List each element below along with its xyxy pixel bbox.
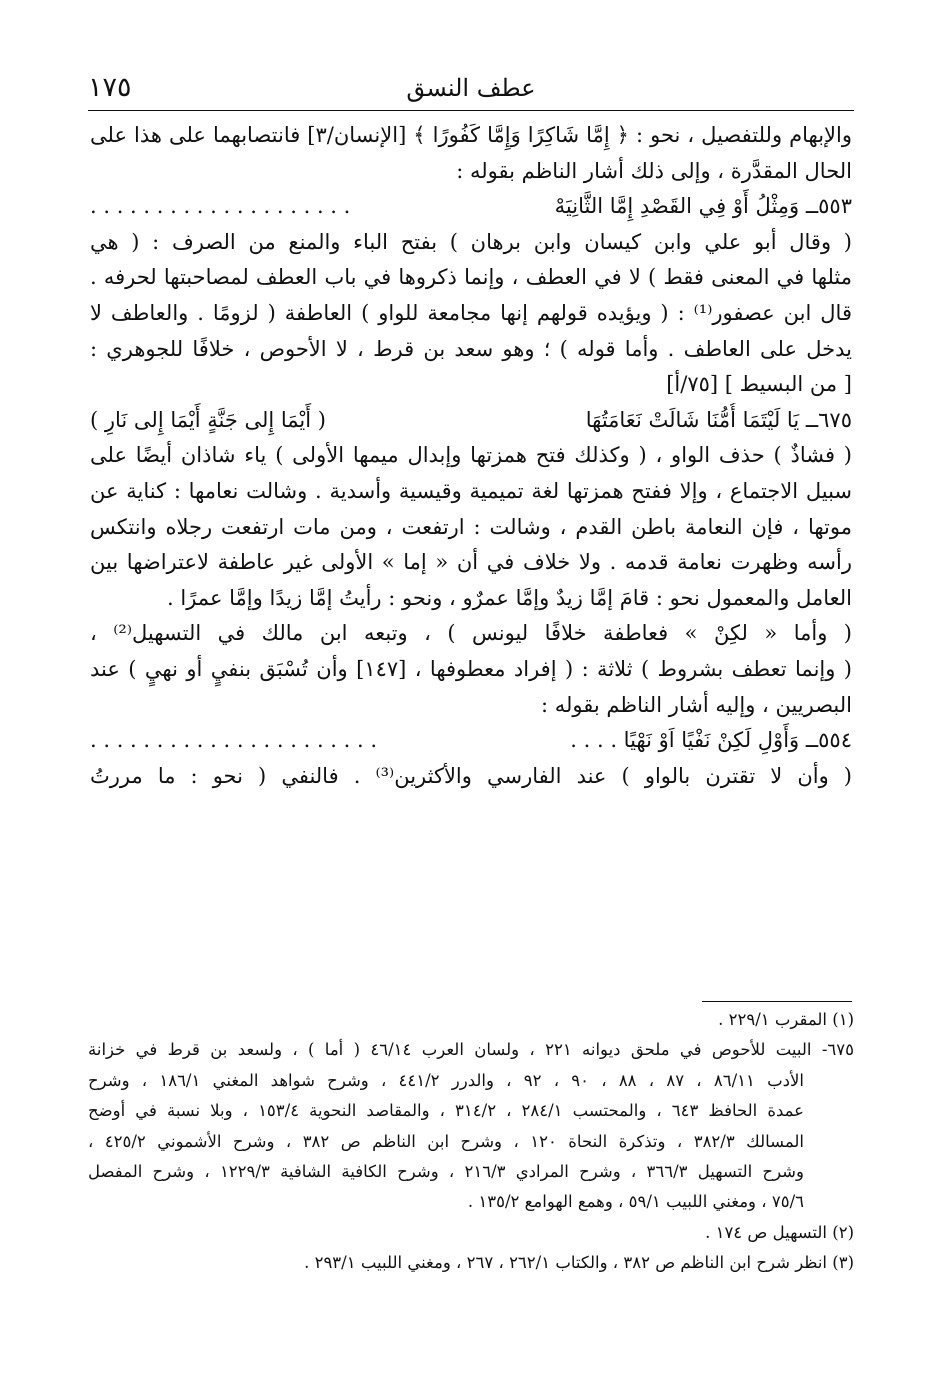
meter-label: [ من البسيط ] [٧٥/أ] [666,372,852,397]
verse-675 [90,403,852,439]
footnote-1: (١) المقرب ٢٢٩/١ . [718,1010,854,1029]
text-line: رأسه وظهرت نعامة قدمه . ولا خلاف في أن « إما » الأولى غير عاطفة لاعتراضها بين [90,550,852,575]
footnote-separator [702,1001,852,1002]
footnotes [88,1005,854,1279]
verse-554 [90,723,852,759]
footnote-2: (٢) التسهيل ص ١٧٤ . [705,1222,854,1242]
text-line: مثلها في المعنى فقط ) لا في العطف ، وإنما ذكروها في باب العطف لمصاحبتها لحرفه . [90,265,852,290]
text-line: سبيل الاجتماع ، وإلا ففتح همزتها لغة تميمية وقيسية وأسدية . وشالت نعامها : كناية عن [90,478,852,503]
text-line: البصريين ، وإليه أشار الناظم بقوله : [540,692,852,717]
running-title: عطف النسق [406,74,536,102]
text-line: ( وإنما تعطف بشروط ) ثلاثة : ( إفراد معطوفها ، [١٤٧] وأن تُسْبَق بنفيٍ أو نهيٍ ) عند [90,656,852,681]
verse-553 [90,189,852,225]
verse-554-text: ٥٥٤ــ وَأَوْلِ لَكِنْ نَفْيًا اَوْ نَهْيًا . . . . [570,728,852,753]
verse-553-dots: . . . . . . . . . . . . . . . . . . . . [90,194,351,219]
page-header [88,70,854,111]
page-number: ١٧٥ [88,72,132,103]
footnote-verse-675: ٦٧٥- البيت للأحوص في ملحق ديوانه ٢٢١ ، ولسان العرب ٤٦/١٤ ( أما ) ، ولسعد بن قرط في خزانة [88,1040,854,1060]
footnote-line: ٧٥/٦ ، ومغني اللبيب ٥٩/١ ، وهمع الهوامع ١٣٥/٢ . [467,1192,804,1212]
text-line: ( وأن لا تقترن بالواو ) عند الفارسي والأكثرين⁽³⁾ . فالنفي ( نحو : ما مررتُ [90,763,852,788]
text-line: الحال المقدَّرة ، وإلى ذلك أشار الناظم بقوله : [456,158,852,183]
verse-553-text: ٥٥٣ــ وَمِثْلُ أَوْ فِي القَصْدِ إِمَّا الثَّانِيَهْ [554,194,852,219]
verse-675-first-hemistich: ٦٧٥ــ يَا لَيْتَمَا أُمُّنَا شَالَتْ نَعَامَتُهَا [585,407,852,432]
footnote-line: عمدة الحافظ ٦٤٣ ، والمحتسب ٢٨٤/١ ، ٣١٤/٢ ، والمقاصد النحوية ١٥٣/٤ ، وبلا نسبة في أوضح [88,1101,805,1121]
footnote-3: (٣) انظر شرح ابن الناظم ص ٣٨٢ ، والكتاب ٢٦٢/١ ، ٢٦٧ ، ومغني اللبيب ٢٩٣/١ . [304,1253,854,1273]
text-line: ( وقال أبو علي وابن كيسان وابن برهان ) بفتح الباء والمنع من الصرف : ( هي [90,229,852,254]
text-line: والإبهام وللتفصيل ، نحو : ﴿ إِمَّا شَاكِرًا وَإِمَّا كَفُورًا ﴾ [الإنسان/٣] فانتصابهما على هذا على [90,123,852,147]
footnote-line: وشرح التسهيل ٣٦٦/٣ ، وشرح المرادي ٢١٦/٣ ، وشرح الكافية الشافية ١٢٢٩/٣ ، وشرح المفصل [88,1161,804,1181]
text-line: يدخل على العاطف . وأما قوله ) ؛ وهو سعد بن قرط ، لا الأحوص ، خلافًا للجوهري : [90,336,852,361]
text-line: العامل والمعمول نحو : قامَ إمَّا زيدٌ وإمَّا عمرٌو ، ونحو : رأيتُ إمَّا زيدًا وإمَّا عمرًا . [167,585,852,610]
text-line: ( وأما « لكِنْ » فعاطفة خلافًا ليونس ) ، وتبعه ابن مالك في التسهيل⁽²⁾ ، [90,621,852,646]
text-line: قال ابن عصفور⁽¹⁾ : ( ويؤيده قولهم إنها مجامعة للواو ) العاطفة ( لزومًا . والعاطف لا [90,300,852,325]
footnote-line: المسالك ٣٨٢/٣ ، وتذكرة النحاة ١٢٠ ، وشرح ابن الناظم ص ٣٨٢ ، وشرح الأشموني ٤٢٥/٢ ، [88,1131,804,1151]
verse-554-dots: . . . . . . . . . . . . . . . . . . . . . . [90,728,378,753]
main-text [90,118,852,794]
text-line: ( فشاذٌ ) حذف الواو ، ( وكذلك فتح همزتها وإبدال ميمها الأولى ) ياء شاذان أيضًا على [90,443,852,468]
text-line: موتها ، فإن النعامة باطن القدم ، وشالت : ارتفعت ، ومن مات ارتفعت رجلاه وانتكس [90,514,852,539]
footnote-line: الأدب ٨٦/١١ ، ٨٧ ، ٨٨ ، ٩٠ ، ٩٢ ، والدرر ٤٤١/٢ ، وشرح شواهد المغني ١٨٦/١ ، وشرح [88,1070,804,1090]
verse-675-second-hemistich: ( أَيْمَا إِلى جَنَّةٍ أَيْمَا إِلى نَارِ ) [90,407,326,432]
